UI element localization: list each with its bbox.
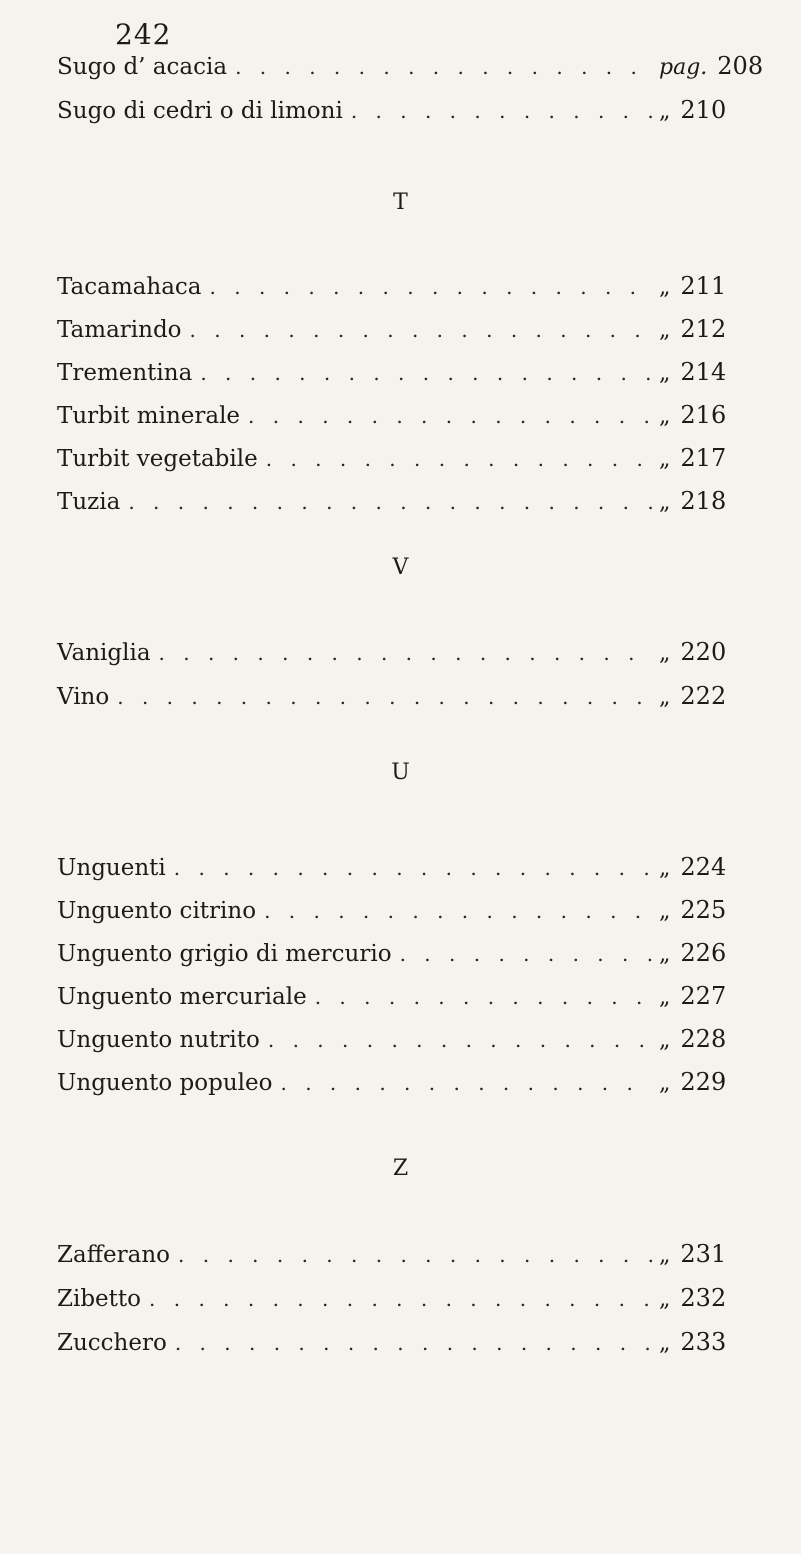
index-entry [57,487,767,527]
leader-dots [400,942,653,966]
page-prefix: „ [659,1287,671,1312]
entry-ref [653,638,767,666]
page-prefix: „ [659,685,671,710]
entry-page: 218 [680,487,727,515]
index-entry [57,982,767,1022]
leader-dots [174,856,653,880]
index-entry [57,853,767,893]
index-entry [57,939,767,979]
page-prefix: „ [659,318,671,343]
entry-page: 208 [717,52,764,80]
entry-label: Turbit vegetabile [57,446,258,472]
entry-label: Unguento grigio di mercurio [57,941,392,967]
entry-page: 227 [680,982,727,1010]
entry-page: 229 [680,1068,727,1096]
entry-page: 233 [680,1328,727,1356]
leader-dots [248,404,653,428]
leader-dots [264,899,653,923]
entry-ref [653,487,767,515]
entry-page: 212 [680,315,727,343]
page-prefix: „ [659,275,671,300]
index-entry [57,638,767,678]
entry-page: 231 [680,1240,727,1268]
entry-page: 226 [680,939,727,967]
section-letter: Z [392,1156,409,1181]
page-prefix: pag. [659,55,708,80]
entry-page: 211 [680,272,727,300]
page-prefix: „ [659,899,671,924]
entry-ref [653,982,767,1010]
entry-ref [653,1240,767,1268]
page-prefix: „ [659,490,671,515]
index-entry [57,315,767,355]
leader-dots [149,1287,653,1311]
entry-label: Vaniglia [57,640,151,666]
entry-label: Unguento mercuriale [57,984,307,1010]
leader-dots [117,685,653,709]
entry-label: Zibetto [57,1286,142,1312]
page-prefix: „ [659,1028,671,1053]
leader-dots [235,55,653,79]
entry-page: 225 [680,896,727,924]
page-prefix: „ [659,1243,671,1268]
entry-page: 228 [680,1025,727,1053]
entry-ref [653,896,767,924]
entry-label: Trementina [57,360,193,386]
entry-label: Tacamahaca [57,274,202,300]
leader-dots [351,99,653,123]
entry-ref [653,52,767,80]
entry-ref [653,853,767,881]
entry-ref [653,1025,767,1053]
index-entry [57,272,767,312]
entry-ref [653,682,767,710]
entry-ref [653,1068,767,1096]
entry-page: 216 [680,401,727,429]
page-prefix: „ [659,447,671,472]
entry-ref [653,96,767,124]
entry-label: Zafferano [57,1242,171,1268]
index-entry [57,1284,767,1324]
page-prefix: „ [659,1071,671,1096]
index-entry [57,1328,767,1368]
entry-ref [653,939,767,967]
entry-ref [653,272,767,300]
index-entry [57,358,767,398]
section-letter: T [393,190,408,215]
entry-label: Zucchero [57,1330,167,1356]
section-letter: V [392,555,409,580]
entry-label: Unguento populeo [57,1070,273,1096]
entry-page: 214 [680,358,727,386]
leader-dots [315,985,653,1009]
index-entry [57,96,767,136]
entry-page: 217 [680,444,727,472]
index-entry [57,682,767,722]
entry-label: Unguento citrino [57,898,257,924]
entry-page: 224 [680,853,727,881]
index-entry [57,444,767,484]
leader-dots [128,490,653,514]
page-number: 242 [115,18,172,51]
leader-dots [178,1243,653,1267]
leader-dots [159,641,653,665]
index-entry [57,1068,767,1108]
leader-dots [190,318,653,342]
entry-ref [653,358,767,386]
page-prefix: „ [659,361,671,386]
entry-page: 220 [680,638,727,666]
page-prefix: „ [659,99,671,124]
leader-dots [200,361,653,385]
entry-page: 210 [680,96,727,124]
page-prefix: „ [659,1331,671,1356]
section-letter: U [391,760,410,785]
entry-ref [653,315,767,343]
index-entry [57,896,767,936]
entry-ref [653,401,767,429]
leader-dots [266,447,653,471]
page-prefix: „ [659,404,671,429]
index-entry [57,52,767,92]
entry-label: Sugo di cedri o di limoni [57,98,343,124]
entry-label: Tamarindo [57,317,182,343]
leader-dots [280,1071,653,1095]
entry-label: Unguenti [57,855,166,881]
entry-ref [653,1328,767,1356]
index-entry [57,1025,767,1065]
entry-label: Tuzia [57,489,121,515]
entry-label: Turbit minerale [57,403,241,429]
entry-page: 222 [680,682,727,710]
entry-ref [653,1284,767,1312]
entry-page: 232 [680,1284,727,1312]
entry-label: Sugo d’ acacia [57,54,228,80]
leader-dots [175,1331,653,1355]
page-prefix: „ [659,856,671,881]
page-prefix: „ [659,985,671,1010]
leader-dots [268,1028,653,1052]
entry-label: Vino [57,684,110,710]
page-prefix: „ [659,942,671,967]
leader-dots [210,275,653,299]
page-prefix: „ [659,641,671,666]
entry-label: Unguento nutrito [57,1027,260,1053]
index-entry [57,401,767,441]
index-entry [57,1240,767,1280]
entry-ref [653,444,767,472]
